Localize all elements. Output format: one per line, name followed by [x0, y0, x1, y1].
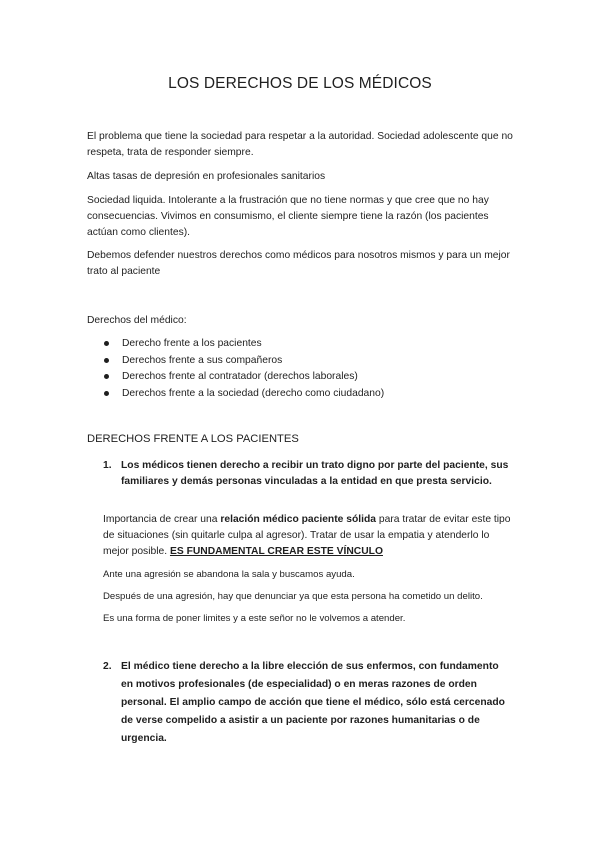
- importance-text-start: Importancia de crear una: [103, 514, 221, 525]
- intro-paragraph-4: Debemos defender nuestros derechos como médicos para nosotros mismos y para un mejor trato al paciente: [87, 250, 510, 277]
- importance-underlined-text: ES FUNDAMENTAL CREAR ESTE VÍNCULO: [169, 546, 383, 557]
- intro-paragraph-3: Sociedad liquida. Intolerante a la frustración que no tiene normas y que cree que no hay consecuencias. Vivimos en consumismo, el cliente siempre tiene la razón (los pacientes actúan como clientes).: [87, 195, 489, 238]
- item-text: Los médicos tienen derecho a recibir un trato digno por parte del paciente, sus familiares y demás personas vinculadas a la entidad en que presta servicio.: [121, 460, 509, 487]
- rights-heading: Derechos del médico:: [87, 315, 187, 326]
- note-1: Ante una agresión se abandona la sala y buscamos ayuda.: [103, 569, 355, 580]
- item-number: 2.: [103, 661, 112, 672]
- list-item: Derechos frente al contratador (derechos laborales): [87, 369, 517, 386]
- list-item: Derechos frente a la sociedad (derecho como ciudadano): [87, 386, 517, 403]
- note-2: Después de una agresión, hay que denunciar ya que esta persona ha cometido un delito.: [103, 591, 483, 602]
- page-title: LOS DERECHOS DE LOS MÉDICOS: [168, 75, 432, 92]
- note-3: Es una forma de poner limites y a este señor no le volvemos a atender.: [103, 613, 406, 624]
- importance-bold-text: relación médico paciente sólida: [220, 514, 376, 525]
- list-item: Derechos frente a sus compañeros: [87, 353, 517, 370]
- importance-paragraph: [103, 512, 513, 560]
- list-item: Derecho frente a los pacientes: [87, 336, 517, 353]
- item-text: El médico tiene derecho a la libre elección de sus enfermos, con fundamento en motivos profesionales (de especialidad) o en meras razones de orden personal. El amplio campo de acción que tiene el médico, sólo está cercenado de verse compelido a asistir a un paciente por razones humanitarias o de urgencia.: [121, 661, 505, 744]
- rights-list: [87, 336, 517, 402]
- item-number: 1.: [103, 460, 112, 471]
- intro-paragraph-2: Altas tasas de depresión en profesionales sanitarios: [87, 171, 326, 182]
- section-heading: DERECHOS FRENTE A LOS PACIENTES: [87, 433, 299, 445]
- importance-text-end: para tratar de evitar este tipo de situaciones (sin quitarle culpa al agresor). Tratar de usar la empatia y atenderlo lo mejor posible.: [103, 514, 511, 557]
- intro-paragraph-1: El problema que tiene la sociedad para respetar a la autoridad. Sociedad adolescente que no respeta, trata de responder siempre.: [87, 131, 513, 158]
